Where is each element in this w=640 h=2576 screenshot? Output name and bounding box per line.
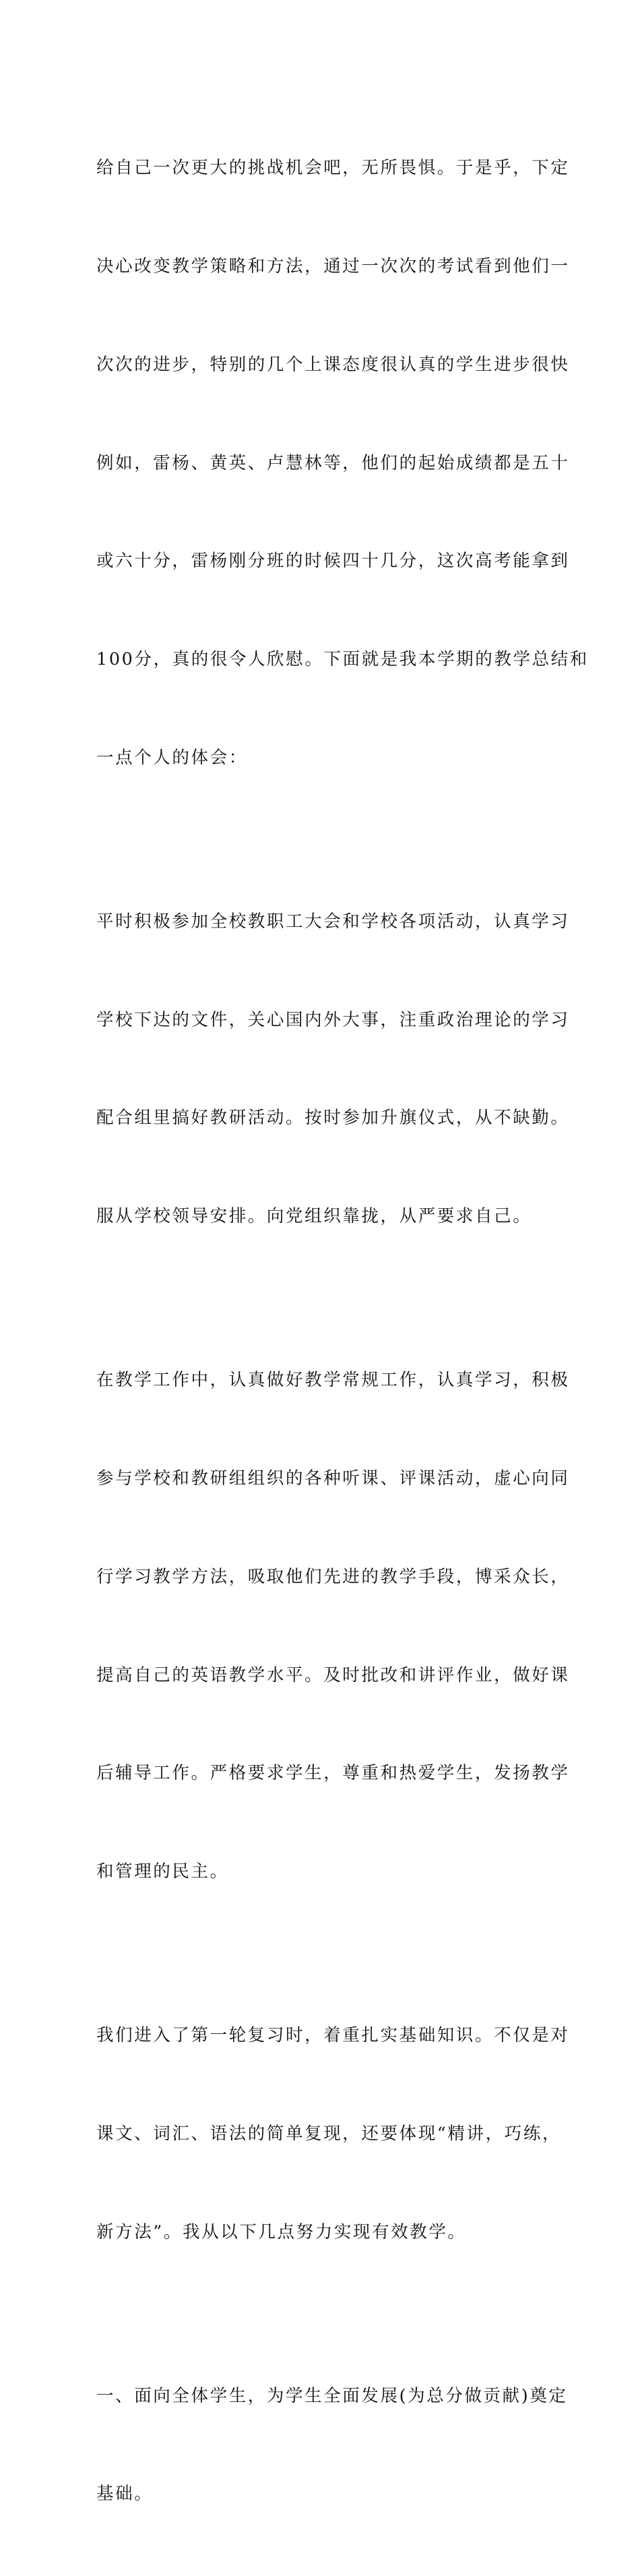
text-line: 和管理的民主。 — [96, 1861, 229, 1882]
paragraph-1 — [96, 86, 589, 840]
text-line: 次次的进步，特别的几个上课态度很认真的学生进步很快 — [96, 354, 570, 375]
text-line: 基础。 — [96, 2484, 154, 2505]
text-line: 新方法”。我从以下几点努力实现有效教学。 — [96, 2221, 467, 2242]
text-line: 提高自己的英语教学水平。及时批改和讲评作业，做好课 — [96, 1665, 570, 1685]
text-line: 我们进入了第一轮复习时，着重扎实基础知识。不仅是对 — [96, 2025, 570, 2046]
text-line: 给自己一次更大的挑战机会吧，无所畏惧。于是乎，下定 — [96, 158, 570, 179]
text-line: 一点个人的体会： — [96, 747, 248, 768]
text-line: 学校下达的文件，关心国内外大事，注重政治理论的学习 — [96, 1009, 570, 1030]
paragraph-2 — [96, 840, 570, 1298]
document-body — [96, 86, 589, 2576]
text-line: 在教学工作中，认真做好教学常规工作，认真学习，积极 — [96, 1370, 570, 1391]
text-line: 课文、词汇、语法的简单复现，还要体现“精讲，巧练， — [96, 2123, 562, 2144]
text-line: 平时积极参加全校教职工大会和学校各项活动，认真学习 — [96, 911, 570, 932]
text-line: 参与学校和教研组组织的各种听课、评课活动，虚心向同 — [96, 1468, 570, 1489]
text-line: 行学习教学方法，吸取他们先进的教学手段，博采众长， — [96, 1566, 570, 1587]
text-line: 决心改变教学策略和方法，通过一次次的考试看到他们一 — [96, 256, 570, 276]
paragraph-3 — [96, 1298, 570, 1954]
paragraph-5 — [96, 2314, 568, 2576]
paragraph-4 — [96, 1954, 570, 2314]
text-line: 一、面向全体学生，为学生全面发展(为总分做贡献)奠定 — [96, 2385, 568, 2406]
text-line: 例如，雷杨、黄英、卢慧林等，他们的起始成绩都是五十 — [96, 452, 570, 473]
text-line: 服从学校领导安排。向党组织靠拢，从严要求自己。 — [96, 1206, 532, 1227]
text-line: 或六十分，雷杨刚分班的时候四十几分，这次高考能拿到 — [96, 551, 570, 572]
text-line: 后辅导工作。严格要求学生，尊重和热爱学生，发扬教学 — [96, 1763, 570, 1784]
text-line: 100分，真的很令人欣慰。下面就是我本学期的教学总结和 — [96, 649, 589, 670]
text-line: 配合组里搞好教研活动。按时参加升旗仪式，从不缺勤。 — [96, 1108, 570, 1129]
